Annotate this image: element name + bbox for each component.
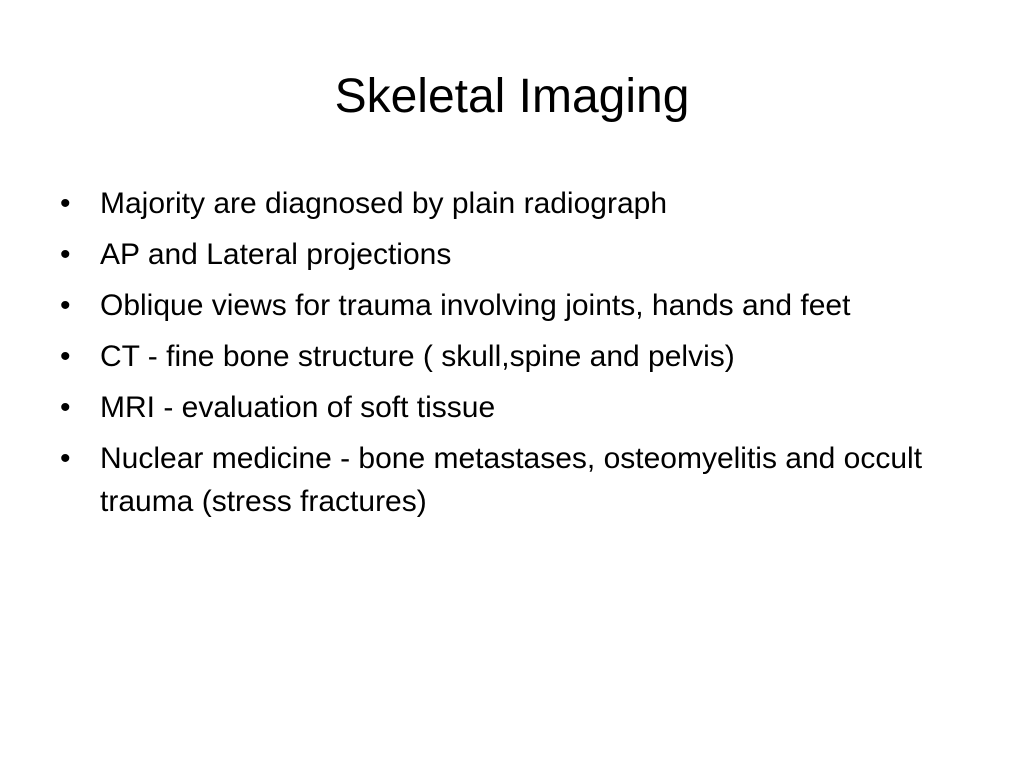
bullet-item xyxy=(56,284,976,327)
bullet-text: Oblique views for trauma involving joints, hands and feet xyxy=(100,289,851,322)
bullet-text: MRI - evaluation of soft tissue xyxy=(100,391,496,424)
bullet-text: CT - fine bone structure ( skull,spine and pelvis) xyxy=(100,340,735,373)
bullet-text: Majority are diagnosed by plain radiograph xyxy=(100,187,668,220)
bullet-item xyxy=(56,437,976,523)
bullet-item xyxy=(56,233,976,276)
bullet-list xyxy=(56,182,976,531)
bullet-item xyxy=(56,335,976,378)
bullet-dot-icon: • xyxy=(60,391,71,424)
bullet-item xyxy=(56,386,976,429)
bullet-dot-icon: • xyxy=(60,340,71,373)
bullet-dot-icon: • xyxy=(60,442,71,475)
bullet-dot-icon: • xyxy=(60,289,71,322)
bullet-text: AP and Lateral projections xyxy=(100,238,452,271)
slide-title: Skeletal Imaging xyxy=(334,70,690,123)
bullet-dot-icon: • xyxy=(60,187,71,220)
bullet-item xyxy=(56,182,976,225)
bullet-dot-icon: • xyxy=(60,238,71,271)
bullet-text: Nuclear medicine - bone metastases, osteomyelitis and occult trauma (stress fractures) xyxy=(100,442,923,518)
